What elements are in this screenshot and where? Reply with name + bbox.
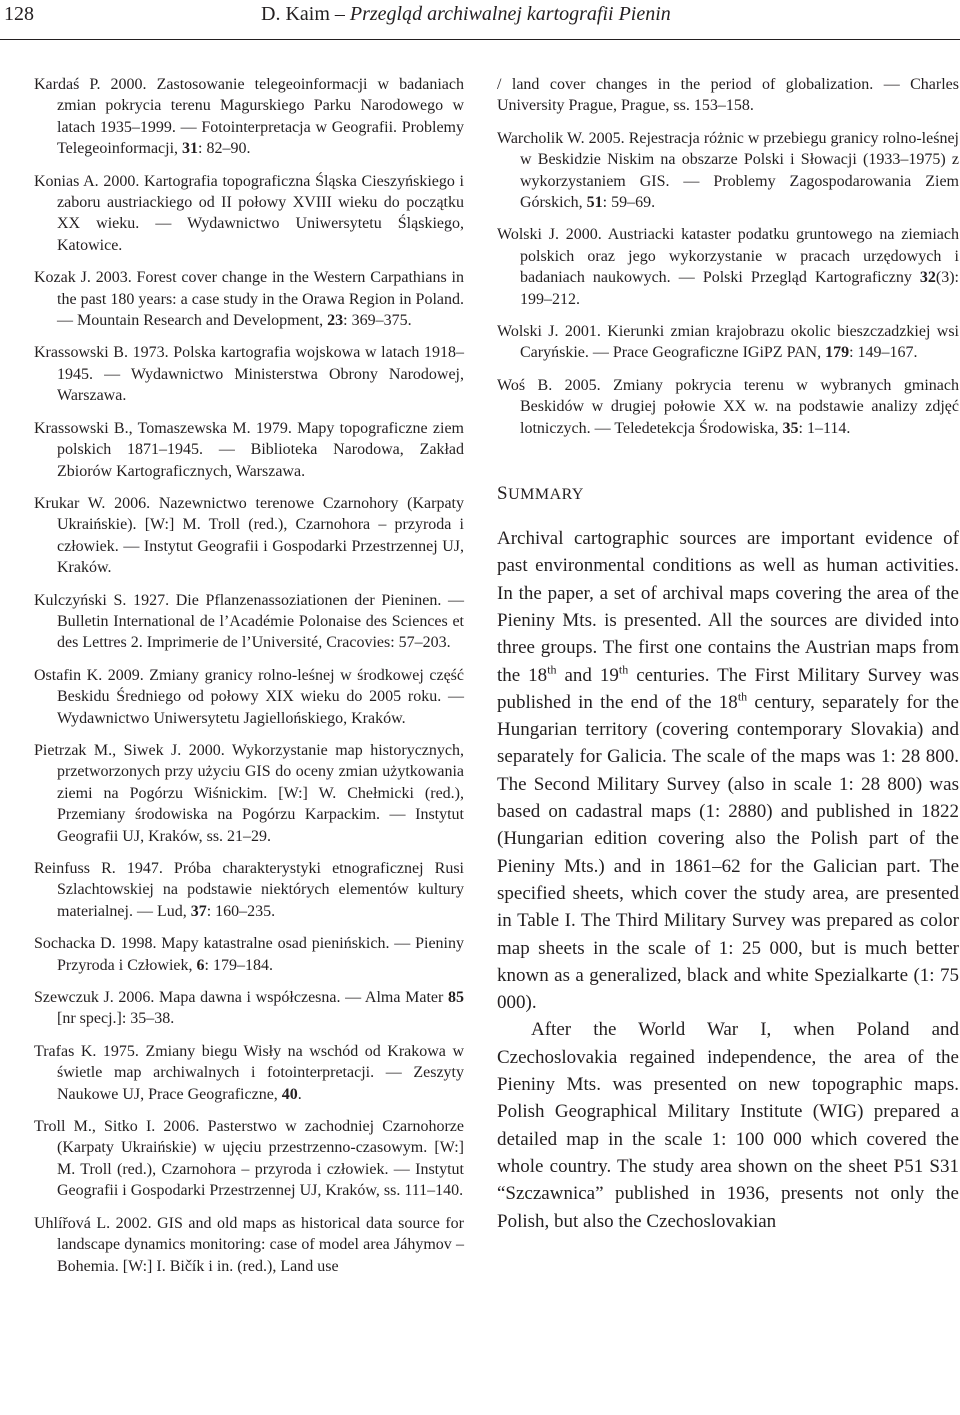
references-left-column: [34, 74, 464, 1288]
reference-entry: Sochacka D. 1998. Mapy katastralne osad pienińskich. — Pieniny Przyroda i Człowiek, 6: 179–184.: [34, 935, 464, 974]
reference-entry: Wolski J. 2001. Kierunki zmian krajobrazu okolic bieszczadzkiej wsi Caryńskie. — Prace Geograficzne IGiPZ PAN, 179: 149–167.: [497, 323, 959, 362]
reference-entry: Uhlířová L. 2002. GIS and old maps as historical data source for landscape dynamics monitoring: case of model area Jáhymov – Bohemia. [W:] I. Bičík i in. (red.), Land use: [34, 1214, 464, 1275]
reference-continuation: / land cover changes in the period of globalization. — Charles University Prague, Prague, ss. 153–158.: [497, 76, 959, 115]
reference-entry: Warcholik W. 2005. Rejestracja różnic w przebiegu granicy rolno-leśnej w Beskidzie Niskim na obszarze Polski i Słowacji (1933–1975) z wykorzystaniem GIS. — Problemy Zagospodarowania Ziem Górskich, 51: 59–69.: [497, 129, 959, 212]
reference-entry: Krukar W. 2006. Nazewnictwo terenowe Czarnohory (Karpaty Ukraińskie). [W:] M. Troll (red.), Czarnohora – przyroda i człowiek. — Instytut Geografii i Gospodarki Przestrzennej UJ, Kraków.: [34, 494, 464, 577]
summary-paragraph-2: After the World War I, when Poland and Czechoslovakia regained independence, the area of the Pieniny Mts. was presented on new topographic maps. Polish Geographical Military Institute (WIG) prepared a detailed map in the scale 1: 100 000 which covered the whole country. The study area shown on the sheet P51 S31 “Szczawnica” published in 1936, presents not only the Polish, but also the Czechoslovakian: [497, 1019, 959, 1232]
reference-entry: Krassowski B. 1973. Polska kartografia wojskowa w latach 1918–1945. — Wydawnictwo Ministerstwa Obrony Narodowej, Warszawa.: [34, 344, 464, 405]
reference-entry: Kardaś P. 2000. Zastosowanie telegeoinformacji w badaniach zmian pokrycia terenu Magurskiego Parku Narodowego w latach 1935–1999. — Fotointerpretacja w Geografii. Problemy Telegeoinformacji, 31: 82–90.: [34, 76, 464, 158]
reference-entry: Woś B. 2005. Zmiany pokrycia terenu w wybranych gminach Beskidów w drugiej połowie XX w. na podstawie analizy zdjęć lotniczych. — Teledetekcja Środowiska, 35: 1–114.: [497, 376, 959, 437]
reference-entry: Pietrzak M., Siwek J. 2000. Wykorzystanie map historycznych, przetworzonych przy użyciu GIS do oceny zmian użytkowania ziemi na Pogórzu Wiśnickim. [W:] W. Chełmicki (red.), Przemiany środowiska na Pogórzu Karpackim. — Instytut Geografii UJ, Kraków, ss. 21–29.: [34, 741, 464, 845]
reference-entry: Szewczuk J. 2006. Mapa dawna i współczesna. — Alma Mater 85 [nr specj.]: 35–38.: [34, 989, 464, 1028]
running-title-text: Przegląd archiwalnej kartografii Pienin: [349, 3, 671, 25]
summary-heading: SUMMARY: [497, 483, 584, 505]
reference-entry: Kozak J. 2003. Forest cover change in the Western Carpathians in the past 180 years: a case study in the Orawa Region in Poland. — Mountain Research and Development, 23: 369–375.: [34, 269, 464, 330]
reference-entry: Troll M., Sitko I. 2006. Pasterstwo w zachodniej Czarnohorze (Karpaty Ukraińskie) w ujęciu przestrzenno-czasowym. [W:] M. Troll (red.), Czarnohora – przyroda i człowiek. — Instytut Geografii i Gospodarki Przestrzennej UJ, Kraków, ss. 111–140.: [34, 1118, 464, 1200]
reference-entry: Trafas K. 1975. Zmiany biegu Wisły na wschód od Krakowa w świetle map archiwalnych i fotointerpretacji. — Zeszyty Naukowe UJ, Prace Geograficzne, 40.: [34, 1042, 464, 1103]
page-number: 128: [4, 3, 34, 25]
reference-entry: Konias A. 2000. Kartografia topograficzna Śląska Cieszyńskiego i zaboru austriackiego od II połowy XVIII wieku do początku XX wieku. — Wydawnictwo Uniwersytetu Śląskiego, Katowice.: [34, 172, 464, 254]
reference-entry: Reinfuss R. 1947. Próba charakterystyki etnograficznej Rusi Szlachtowskiej na podstawie niektórych elementów kultury materialnej. — Lud, 37: 160–235.: [34, 860, 464, 920]
running-header: [0, 0, 960, 44]
reference-entry: Krassowski B., Tomaszewska M. 1979. Mapy topograficzne ziem polskich 1871–1945. — Biblioteka Narodowa, Zakład Zbiorów Kartograficznych, Warszawa.: [34, 419, 464, 480]
reference-entry: Ostafin K. 2009. Zmiany granicy rolno-leśnej w środkowej część Beskidu Średniego od połowy XIX wieku do 2005 roku. — Wydawnictwo Uniwersytetu Jagiellońskiego, Kraków.: [34, 666, 464, 727]
reference-entry: Wolski J. 2000. Austriacki kataster podatku gruntowego na ziemiach polskich oraz jego wykorzystanie w pracach urzędowych i badaniach naukowych. — Polski Przegląd Kartograficzny 32(3): 199–212.: [497, 226, 959, 308]
running-title-author: D. Kaim: [261, 3, 330, 25]
references-right-column: [497, 74, 959, 1235]
reference-entry: Kulczyński S. 1927. Die Pflanzenassoziationen der Pieninen. — Bulletin International de l’Académie Polonaise des Sciences et des Lettres 2. Imprimerie de l’Université, Cracovies: 57–203.: [34, 591, 464, 652]
header-rule: [0, 39, 960, 40]
running-title: [261, 2, 671, 26]
running-title-dash: –: [329, 3, 350, 25]
summary-paragraph-1: Archival cartographic sources are important evidence of past environmental conditions as well as human activities. In the paper, a set of archival maps covering the area of the Pieniny Mts. is presented. All the sources are divided into three groups. The first one contains the Austrian maps from the 18th and 19th centuries. The First Military Survey was published in the end of the 18th century, separately for the Hungarian territory (covering contemporary Slovakia) and separately for Galicia. The scale of the maps was 1: 28 800. The Second Military Survey (also in scale 1: 28 800) was based on cadastral maps (1: 2880) and published in 1822 (Hungarian edition covering also the Polish part of the Pieniny Mts.) and in 1861–62 for the Galician part. The specified sheets, which cover the study area, are presented in Table I. The Third Military Survey was prepared as color map sheets in the scale of 1: 25 000, but is much better known as a generalized, black and white Spezialkarte (1: 75 000).: [497, 528, 960, 1014]
